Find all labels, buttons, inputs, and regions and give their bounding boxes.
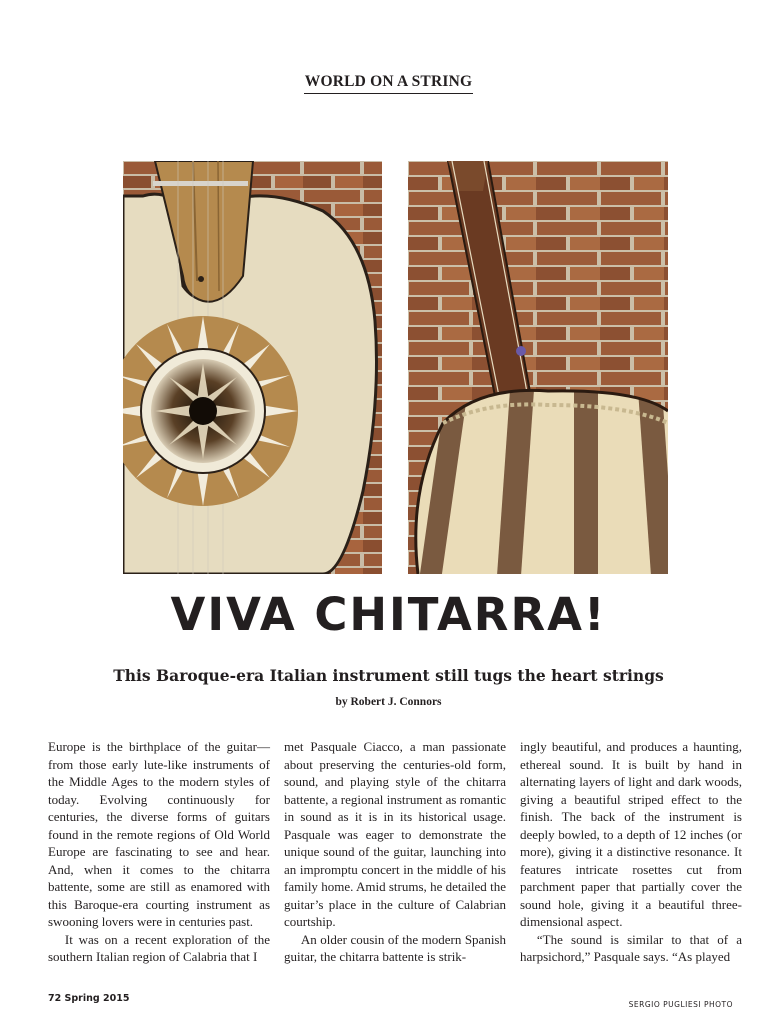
photo-guitar-front — [123, 161, 382, 574]
article-subheadline: This Baroque-era Italian instrument still tugs the heart strings — [113, 666, 664, 685]
article-byline: by Robert J. Connors — [335, 696, 442, 708]
section-kicker: WORLD ON A STRING — [304, 73, 473, 94]
body-column-3 — [520, 738, 742, 966]
guitar-front-illustration — [123, 161, 382, 574]
guitar-back-illustration — [408, 161, 668, 574]
body-column-2 — [284, 738, 506, 966]
body-paragraph: An older cousin of the modern Spanish guitar, the chitarra battente is strik- — [284, 931, 506, 964]
section-kicker-wrap — [0, 71, 777, 94]
body-paragraph: “The sound is similar to that of a harpsichord,” Pasquale says. “As played — [520, 931, 742, 964]
body-paragraph: Europe is the birthplace of the guitar—from those early lute-like instruments of the Middle Ages to the modern styles of today. Evolving continuously for centuries, the diverse forms of guitars found in the remote regions of Old World Europe are fascinating to see and hear. And, when it comes to the chitarra battente, some are still as enamored with this Baroque-era courting instrument as swooning lovers were in centuries past. — [48, 739, 270, 929]
body-column-1 — [48, 738, 270, 966]
body-paragraph: It was on a recent exploration of the southern Italian region of Calabria that I — [48, 931, 270, 964]
body-paragraph: ingly beautiful, and produces a haunting, ethereal sound. It is built by hand in alternating layers of light and dark woods, giving a beautiful striped effect to the finish. The back of the instrument is deeply bowled, to a depth of 12 inches (or more), giving it a distinctive resonance. It features intricate rosettes cut from parchment paper that partially cover the sound hole, giving it a beautiful three-dimensional aspect. — [520, 739, 742, 929]
article-headline: VIVA CHITARRA! — [170, 588, 607, 641]
photo-credit: SERGIO PUGLIESI PHOTO — [628, 1000, 733, 1009]
page-folio: 72 Spring 2015 — [48, 993, 130, 1004]
body-paragraph: met Pasquale Ciacco, a man passionate about preserving the centuries-old form, sound, and playing style of the chitarra battente, a regional instrument as romantic in sound as it is in its historical usage. Pasquale was eager to demonstrate the unique sound of the guitar, launching into an impromptu concert in the middle of his family home. Amid strums, he detailed the guitar’s place in the culture of Calabrian courtship. — [284, 739, 506, 929]
photo-guitar-back — [408, 161, 668, 574]
